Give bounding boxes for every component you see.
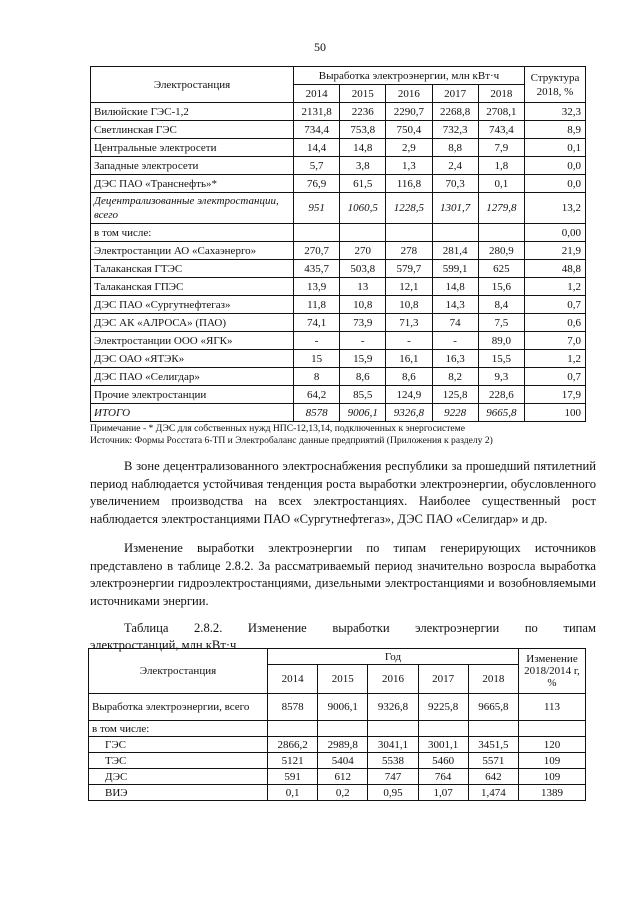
value-cell: 3451,5 <box>468 737 518 753</box>
caption-word: выработки <box>332 621 390 635</box>
table-row <box>91 139 586 157</box>
value-cell: 8,2 <box>432 368 478 386</box>
table-row <box>89 721 586 737</box>
value-cell: 8,6 <box>340 368 386 386</box>
station-name-cell: Талаканская ГТЭС <box>91 260 294 278</box>
station-name-cell: Электростанции АО «Сахаэнерго» <box>91 242 294 260</box>
station-name-cell: Электростанции ООО «ЯГК» <box>91 332 294 350</box>
table-row <box>91 296 586 314</box>
value-cell: 9326,8 <box>368 694 418 721</box>
value-cell: 2,9 <box>386 139 432 157</box>
value-cell: 734,4 <box>294 121 340 139</box>
value-cell: 1,3 <box>386 157 432 175</box>
station-name-cell: Децентрализованные электростанции, всего <box>91 193 294 224</box>
table-row <box>89 737 586 753</box>
value-cell: 15,6 <box>478 278 524 296</box>
value-cell: 3,8 <box>340 157 386 175</box>
value-cell: 5404 <box>318 753 368 769</box>
value-cell: 1228,5 <box>386 193 432 224</box>
value-cell: 13,9 <box>294 278 340 296</box>
table-row <box>91 260 586 278</box>
change-cell <box>519 721 586 737</box>
value-cell <box>340 224 386 242</box>
year-header: 2018 <box>468 665 518 694</box>
table-row <box>91 386 586 404</box>
value-cell: 71,3 <box>386 314 432 332</box>
change-cell: 120 <box>519 737 586 753</box>
value-cell: 116,8 <box>386 175 432 193</box>
structure-cell: 13,2 <box>525 193 586 224</box>
structure-cell: 7,0 <box>525 332 586 350</box>
year-header: 2015 <box>318 665 368 694</box>
station-name-cell: Светлинская ГЭС <box>91 121 294 139</box>
year-header: 2017 <box>418 665 468 694</box>
station-name-cell: Талаканская ГПЭС <box>91 278 294 296</box>
structure-cell: 0,0 <box>525 175 586 193</box>
station-name-cell: ДЭС ПАО «Сургутнефтегаз» <box>91 296 294 314</box>
column-header-station: Электростанция <box>91 67 294 103</box>
value-cell: 8578 <box>268 694 318 721</box>
table-row <box>91 103 586 121</box>
value-cell: 14,4 <box>294 139 340 157</box>
value-cell: 74,1 <box>294 314 340 332</box>
value-cell: 280,9 <box>478 242 524 260</box>
station-type-cell: ТЭС <box>89 753 268 769</box>
page-number: 50 <box>314 40 326 54</box>
structure-cell: 48,8 <box>525 260 586 278</box>
value-cell: 9225,8 <box>418 694 468 721</box>
station-type-cell: ВИЭ <box>89 785 268 801</box>
table-row <box>91 278 586 296</box>
value-cell: 5,7 <box>294 157 340 175</box>
caption-word: электроэнергии <box>415 621 500 635</box>
table-row <box>91 368 586 386</box>
station-name-cell: ДЭС ОАО «ЯТЭК» <box>91 350 294 368</box>
value-cell: 753,8 <box>340 121 386 139</box>
column-header-change: Изменение 2018/2014 г, % <box>519 649 586 694</box>
paragraph-text: В зоне децентрализованного электроснабжения республики за прошедший пятилетний период наблюдается устойчивая тенденция роста выработки электроэнергии, обусловленного увеличением производства на всех электростанциях. Наиболее существенный рост наблюдается электростанциями ПАО «Сургутнефтегаз», ДЭС ПАО «Селигдар» и др. <box>90 459 596 526</box>
value-cell: 125,8 <box>432 386 478 404</box>
station-name-cell: Западные электросети <box>91 157 294 175</box>
value-cell: 281,4 <box>432 242 478 260</box>
table-note: Примечание - * ДЭС для собственных нужд НПС-12,13,14, подключенных к энергосистеме <box>90 423 466 434</box>
value-cell: 9665,8 <box>468 694 518 721</box>
value-cell: 15 <box>294 350 340 368</box>
value-cell: 764 <box>418 769 468 785</box>
value-cell: 599,1 <box>432 260 478 278</box>
value-cell: 270,7 <box>294 242 340 260</box>
value-cell: 228,6 <box>478 386 524 404</box>
value-cell: 10,8 <box>386 296 432 314</box>
caption-word: по <box>524 621 538 635</box>
table-row <box>91 121 586 139</box>
value-cell: 642 <box>468 769 518 785</box>
table-row <box>89 753 586 769</box>
value-cell: 503,8 <box>340 260 386 278</box>
value-cell: 1279,8 <box>478 193 524 224</box>
change-cell: 1389 <box>519 785 586 801</box>
value-cell <box>478 224 524 242</box>
table-source: Источник: Формы Росстата 6-ТП и Электробаланс данные предприятий (Приложения к разделу 2) <box>90 435 493 446</box>
value-cell: 9326,8 <box>386 404 432 422</box>
value-cell: 0,2 <box>318 785 368 801</box>
value-cell: 14,8 <box>340 139 386 157</box>
table-row <box>91 404 586 422</box>
change-cell: 109 <box>519 753 586 769</box>
value-cell: 12,1 <box>386 278 432 296</box>
value-cell: 1060,5 <box>340 193 386 224</box>
value-cell: 5460 <box>418 753 468 769</box>
table-row <box>91 332 586 350</box>
value-cell: 7,9 <box>478 139 524 157</box>
station-type-cell: Выработка электроэнергии, всего <box>89 694 268 721</box>
year-header: 2016 <box>386 85 432 103</box>
year-header: 2017 <box>432 85 478 103</box>
structure-cell: 0,7 <box>525 296 586 314</box>
column-header-station: Электростанция <box>89 649 268 694</box>
value-cell: 61,5 <box>340 175 386 193</box>
value-cell <box>386 224 432 242</box>
table-header-row <box>89 649 586 665</box>
structure-cell: 100 <box>525 404 586 422</box>
value-cell: 3041,1 <box>368 737 418 753</box>
structure-cell: 1,2 <box>525 350 586 368</box>
column-header-year: Год <box>268 649 519 665</box>
value-cell: 2236 <box>340 103 386 121</box>
caption-word: Изменение <box>247 621 307 635</box>
value-cell: 9006,1 <box>318 694 368 721</box>
structure-cell: 1,2 <box>525 278 586 296</box>
value-cell: 278 <box>386 242 432 260</box>
value-cell <box>432 224 478 242</box>
change-cell: 109 <box>519 769 586 785</box>
value-cell: 2268,8 <box>432 103 478 121</box>
value-cell: 124,9 <box>386 386 432 404</box>
value-cell: 16,3 <box>432 350 478 368</box>
value-cell: 7,5 <box>478 314 524 332</box>
value-cell: 9228 <box>432 404 478 422</box>
value-cell: 13 <box>340 278 386 296</box>
value-cell: 8,8 <box>432 139 478 157</box>
table-row <box>91 157 586 175</box>
table-header-row <box>91 67 586 85</box>
value-cell: 76,9 <box>294 175 340 193</box>
station-name-cell: ДЭС АК «АЛРОСА» (ПАО) <box>91 314 294 332</box>
value-cell: 74 <box>432 314 478 332</box>
structure-cell: 0,7 <box>525 368 586 386</box>
structure-cell: 0,00 <box>525 224 586 242</box>
value-cell: 70,3 <box>432 175 478 193</box>
value-cell: - <box>386 332 432 350</box>
value-cell: 10,8 <box>340 296 386 314</box>
structure-cell: 32,3 <box>525 103 586 121</box>
value-cell <box>294 224 340 242</box>
value-cell: 11,8 <box>294 296 340 314</box>
value-cell: 89,0 <box>478 332 524 350</box>
station-name-cell: ДЭС ПАО «Транснефть»* <box>91 175 294 193</box>
paragraph-decentralized <box>90 458 596 528</box>
year-header: 2016 <box>368 665 418 694</box>
structure-cell: 17,9 <box>525 386 586 404</box>
value-cell: 5571 <box>468 753 518 769</box>
station-name-cell: Центральные электросети <box>91 139 294 157</box>
value-cell: 951 <box>294 193 340 224</box>
table-row <box>91 242 586 260</box>
value-cell <box>418 721 468 737</box>
value-cell: 0,1 <box>268 785 318 801</box>
column-header-structure: Структура 2018, % <box>525 67 586 103</box>
value-cell: 1301,7 <box>432 193 478 224</box>
table-row <box>89 769 586 785</box>
station-name-cell: ДЭС ПАО «Селигдар» <box>91 368 294 386</box>
value-cell: 270 <box>340 242 386 260</box>
value-cell: 14,8 <box>432 278 478 296</box>
station-name-cell: Вилюйские ГЭС-1,2 <box>91 103 294 121</box>
table-row <box>91 224 586 242</box>
caption-word: Таблица <box>124 621 169 635</box>
value-cell: 747 <box>368 769 418 785</box>
value-cell: 15,5 <box>478 350 524 368</box>
value-cell: 750,4 <box>386 121 432 139</box>
year-header: 2014 <box>268 665 318 694</box>
column-header-output: Выработка электроэнергии, млн кВт·ч <box>294 67 525 85</box>
structure-cell: 0,0 <box>525 157 586 175</box>
year-header: 2014 <box>294 85 340 103</box>
generation-type-table <box>88 648 586 801</box>
station-type-cell: ДЭС <box>89 769 268 785</box>
year-header: 2015 <box>340 85 386 103</box>
value-cell: 5538 <box>368 753 418 769</box>
value-cell: 8 <box>294 368 340 386</box>
value-cell: 2866,2 <box>268 737 318 753</box>
value-cell: 1,474 <box>468 785 518 801</box>
station-name-cell: в том числе: <box>91 224 294 242</box>
value-cell: - <box>294 332 340 350</box>
value-cell <box>468 721 518 737</box>
value-cell <box>268 721 318 737</box>
structure-cell: 0,6 <box>525 314 586 332</box>
value-cell: 73,9 <box>340 314 386 332</box>
electricity-output-table <box>90 66 586 422</box>
table-row <box>91 350 586 368</box>
value-cell: 9006,1 <box>340 404 386 422</box>
value-cell: 9,3 <box>478 368 524 386</box>
value-cell: - <box>340 332 386 350</box>
value-cell: 2290,7 <box>386 103 432 121</box>
value-cell: 8,6 <box>386 368 432 386</box>
caption-line-2: электростанций, млн кВт·ч <box>90 638 237 652</box>
value-cell: 2,4 <box>432 157 478 175</box>
structure-cell: 21,9 <box>525 242 586 260</box>
change-cell: 113 <box>519 694 586 721</box>
value-cell: 14,3 <box>432 296 478 314</box>
value-cell: 743,4 <box>478 121 524 139</box>
value-cell: 15,9 <box>340 350 386 368</box>
value-cell: 0,1 <box>478 175 524 193</box>
caption-line <box>90 620 596 637</box>
value-cell: 732,3 <box>432 121 478 139</box>
value-cell: 625 <box>478 260 524 278</box>
caption-word: типам <box>563 621 596 635</box>
station-name-cell: ИТОГО <box>91 404 294 422</box>
value-cell: 612 <box>318 769 368 785</box>
value-cell: - <box>432 332 478 350</box>
value-cell: 435,7 <box>294 260 340 278</box>
table-row <box>89 694 586 721</box>
value-cell: 1,07 <box>418 785 468 801</box>
table-row <box>89 785 586 801</box>
value-cell: 8,4 <box>478 296 524 314</box>
value-cell: 64,2 <box>294 386 340 404</box>
table-row <box>91 175 586 193</box>
value-cell: 2989,8 <box>318 737 368 753</box>
value-cell: 5121 <box>268 753 318 769</box>
structure-cell: 0,1 <box>525 139 586 157</box>
station-type-cell: в том числе: <box>89 721 268 737</box>
value-cell: 2708,1 <box>478 103 524 121</box>
station-type-cell: ГЭС <box>89 737 268 753</box>
value-cell <box>318 721 368 737</box>
value-cell: 0,95 <box>368 785 418 801</box>
structure-cell: 8,9 <box>525 121 586 139</box>
value-cell: 3001,1 <box>418 737 468 753</box>
caption-word: 2.8.2. <box>194 621 223 635</box>
value-cell: 9665,8 <box>478 404 524 422</box>
station-name-cell: Прочие электростанции <box>91 386 294 404</box>
value-cell: 2131,8 <box>294 103 340 121</box>
value-cell: 1,8 <box>478 157 524 175</box>
paragraph-text: Изменение выработки электроэнергии по типам генерирующих источников представлено в таблице 2.8.2. За рассматриваемый период значительно возросла выработка электроэнергии гидроэлектростанциями, дизельными электростанциями и возобновляемыми источниками энергии. <box>90 541 596 608</box>
value-cell: 16,1 <box>386 350 432 368</box>
value-cell: 579,7 <box>386 260 432 278</box>
value-cell <box>368 721 418 737</box>
table-row <box>91 193 586 224</box>
value-cell: 591 <box>268 769 318 785</box>
paragraph-generation-types <box>90 540 596 610</box>
value-cell: 85,5 <box>340 386 386 404</box>
year-header: 2018 <box>478 85 524 103</box>
value-cell: 8578 <box>294 404 340 422</box>
table-row <box>91 314 586 332</box>
